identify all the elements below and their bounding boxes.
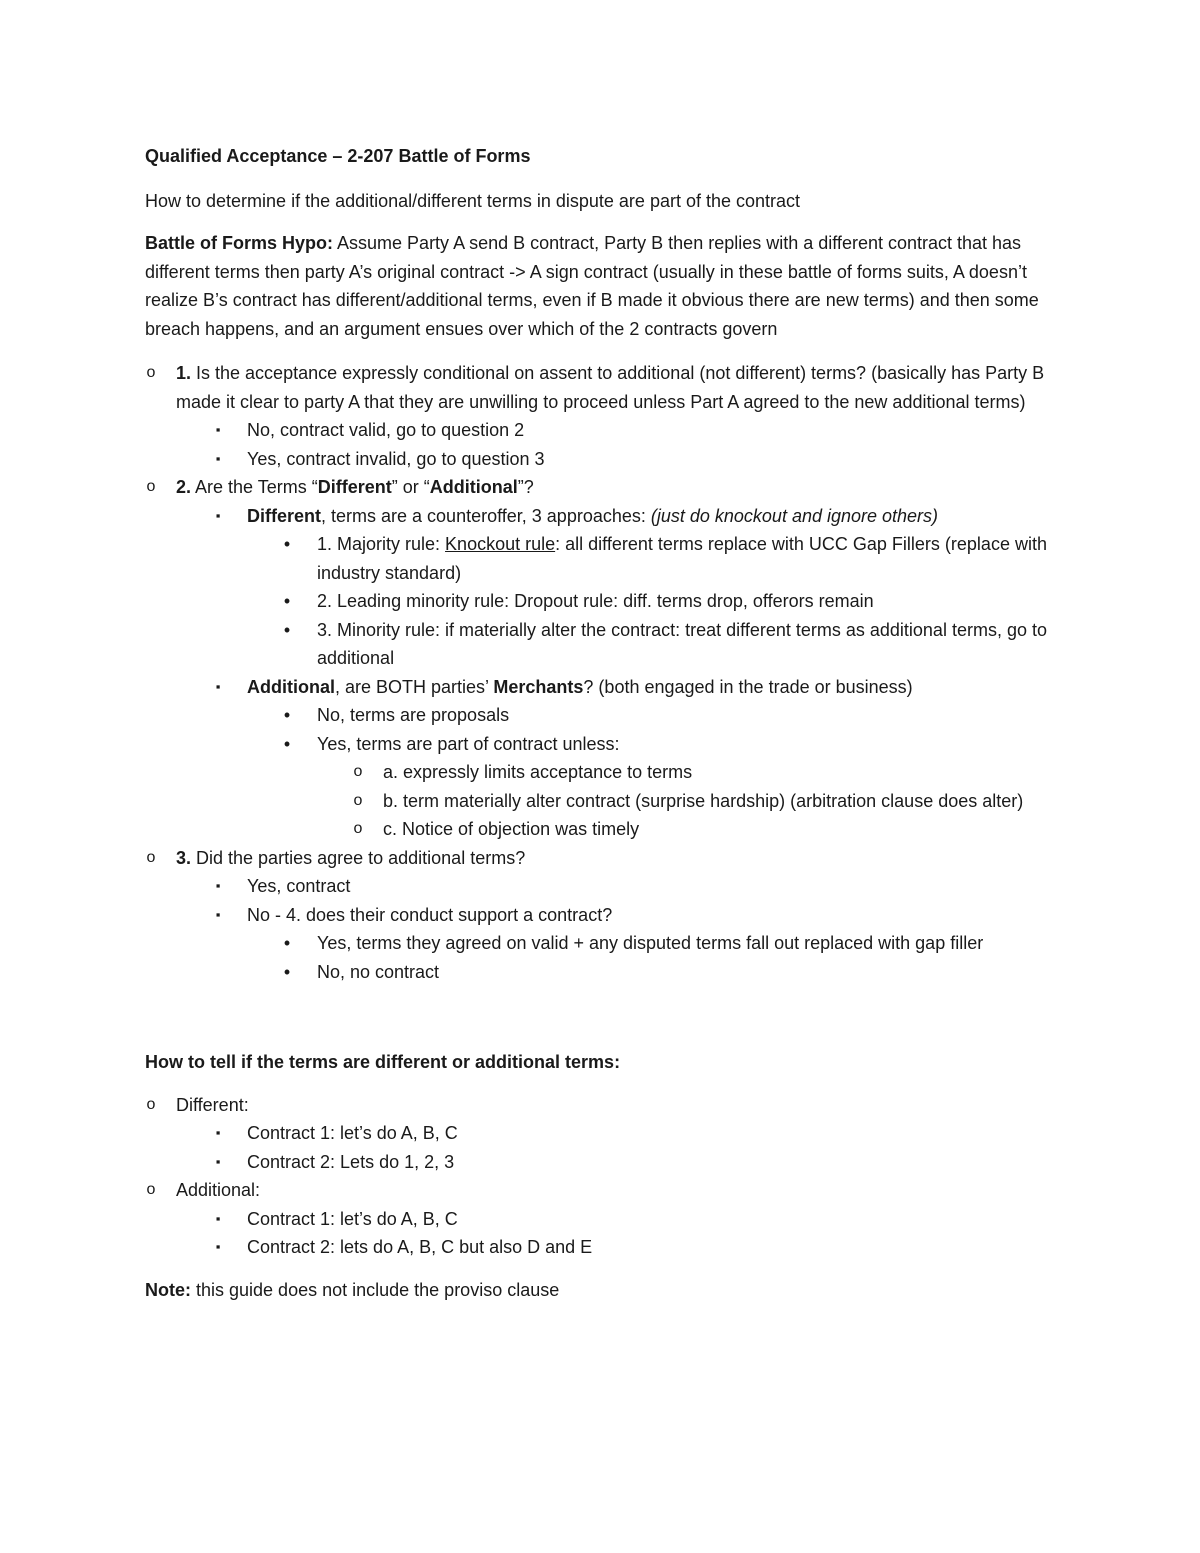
q3-yes-item: [145, 872, 1070, 901]
circle-bullet-icon: o: [353, 820, 363, 837]
dot-bullet-icon: •: [283, 933, 291, 953]
rule1-text-a: 1. Majority rule:: [317, 534, 446, 554]
q1-no-item: [145, 416, 1070, 445]
additional-contract-2: [145, 1233, 1070, 1262]
q2-additional-item: [145, 673, 1070, 702]
merchants-word: Merchants: [493, 676, 584, 697]
different-contract-2-text: Contract 2: Lets do 1, 2, 3: [247, 1151, 455, 1172]
knockout-rule-text: Knockout rule: [445, 534, 556, 554]
q2-different-word: Different: [317, 477, 392, 497]
additional-text-b: ? (both engaged in the trade or business): [583, 676, 913, 697]
q1-yes-text: Yes, contract invalid, go to question 3: [247, 448, 545, 469]
rule1-text-b: : all different terms replace with UCC Gap Fillers (replace with industry standard): [317, 534, 1047, 583]
minority-rule-item: [145, 616, 1070, 673]
different-text: , terms are a counteroffer, 3 approaches:: [321, 505, 651, 526]
additional-contract-1-text: Contract 1: let’s do A, B, C: [247, 1208, 458, 1229]
additional-example: [145, 1176, 1070, 1205]
square-bullet-icon: ▪: [215, 678, 221, 694]
circle-bullet-icon: o: [146, 478, 156, 495]
circle-bullet-icon: o: [353, 763, 363, 780]
square-bullet-icon: ▪: [215, 906, 221, 922]
different-italic-note: (just do knockout and ignore others): [650, 505, 939, 526]
square-bullet-icon: ▪: [215, 450, 221, 466]
circle-bullet-icon: o: [353, 791, 363, 809]
document-subtitle: How to determine if the additional/different terms in dispute are part of the contract: [145, 190, 801, 211]
dot-bullet-icon: •: [283, 534, 291, 554]
examples-list: [145, 1091, 1070, 1262]
leading-minority-rule-item: [145, 587, 1070, 616]
question-3: [145, 844, 1070, 873]
square-bullet-icon: ▪: [215, 1153, 221, 1169]
note-paragraph: [145, 1276, 1070, 1305]
square-bullet-icon: ▪: [215, 507, 221, 523]
merchants-no-text: No, terms are proposals: [317, 705, 510, 725]
additional-text-a: , are BOTH parties’: [335, 676, 494, 697]
different-example: [145, 1091, 1070, 1120]
additional-contract-2-text: Contract 2: lets do A, B, C but also D and E: [247, 1237, 593, 1257]
exception-c-item: [145, 815, 1070, 844]
q3-yes-text: Yes, contract: [247, 876, 351, 896]
hypo-paragraph: [145, 229, 1070, 343]
document-page: [145, 142, 1070, 1304]
circle-bullet-icon: o: [146, 1181, 156, 1198]
conduct-yes-text: Yes, terms they agreed on valid + any disputed terms fall out replaced with gap filler: [317, 933, 984, 953]
different-contract-1: [145, 1119, 1070, 1148]
majority-rule-item: [145, 530, 1070, 587]
square-bullet-icon: ▪: [215, 878, 221, 893]
q2-different-item: [145, 502, 1070, 531]
hypo-text: Assume Party A send B contract, Party B then replies with a different contract that has different terms then party A’s original contract -> A sign contract (usually in these battle of forms suits, A doesn’t realize B’s contract has different/additional terms, even if B made it obvious there are new terms) and then some breach happens, and an argument ensues over which of the 2 contracts govern: [145, 233, 1039, 339]
note-text: this guide does not include the proviso clause: [191, 1279, 560, 1300]
exception-b-item: [145, 787, 1070, 816]
merchants-no-item: [145, 701, 1070, 730]
rule3-text: 3. Minority rule: if materially alter the contract: treat different terms as additional terms, go to additional: [317, 619, 1047, 668]
dot-bullet-icon: •: [283, 733, 291, 754]
note-label: Note:: [145, 1279, 191, 1300]
additional-label: Additional: [247, 676, 335, 697]
different-example-label: Different:: [176, 1094, 249, 1115]
q1-text: Is the acceptance expressly conditional on assent to additional (not different) terms? (basically has Party B made it clear to party A that they are unwilling to proceed unless Part A agreed to the new additional terms): [176, 363, 1045, 412]
section-spacer: [145, 986, 1070, 1048]
section2-title: How to tell if the terms are different or additional terms:: [145, 1052, 621, 1072]
dot-bullet-icon: •: [283, 705, 291, 725]
q3-number: 3.: [176, 847, 192, 868]
rule2-text: 2. Leading minority rule: Dropout rule: diff. terms drop, offerors remain: [317, 591, 874, 611]
merchants-yes-text: Yes, terms are part of contract unless:: [317, 733, 620, 754]
q3-text: Did the parties agree to additional terms?: [191, 847, 526, 868]
exception-c-text: c. Notice of objection was timely: [383, 819, 640, 839]
q2-text-c: ”?: [517, 477, 534, 497]
exception-a-item: [145, 758, 1070, 787]
different-contract-2: [145, 1148, 1070, 1177]
dot-bullet-icon: •: [283, 591, 291, 611]
question-list: [145, 359, 1070, 986]
q1-number: 1.: [176, 363, 192, 383]
q1-no-text: No, contract valid, go to question 2: [247, 420, 525, 440]
question-1: [145, 359, 1070, 416]
dot-bullet-icon: •: [283, 619, 291, 640]
document-title: Qualified Acceptance – 2-207 Battle of Forms: [145, 146, 531, 166]
conduct-no-text: No, no contract: [317, 961, 440, 982]
square-bullet-icon: ▪: [215, 422, 221, 437]
square-bullet-icon: ▪: [215, 1125, 221, 1140]
square-bullet-icon: ▪: [215, 1210, 221, 1226]
q3-no-item: [145, 901, 1070, 930]
additional-example-label: Additional:: [176, 1180, 261, 1200]
q3-no-text: No - 4. does their conduct support a contract?: [247, 904, 613, 925]
exception-a-text: a. expressly limits acceptance to terms: [383, 762, 693, 782]
circle-bullet-icon: o: [146, 848, 156, 866]
dot-bullet-icon: •: [283, 961, 291, 982]
q2-additional-word: Additional: [429, 477, 518, 497]
circle-bullet-icon: o: [146, 364, 156, 381]
merchants-yes-item: [145, 730, 1070, 759]
square-bullet-icon: ▪: [215, 1239, 221, 1254]
circle-bullet-icon: o: [146, 1095, 156, 1113]
additional-contract-1: [145, 1205, 1070, 1234]
q2-number: 2.: [176, 477, 192, 497]
conduct-yes-item: [145, 929, 1070, 958]
different-label: Different: [247, 505, 322, 526]
q1-yes-item: [145, 445, 1070, 474]
hypo-label: Battle of Forms Hypo:: [145, 233, 334, 253]
exception-b-text: b. term materially alter contract (surprise hardship) (arbitration clause does alter): [383, 790, 1024, 811]
q2-text-a: Are the Terms “: [191, 477, 318, 497]
question-2: [145, 473, 1070, 502]
conduct-no-item: [145, 958, 1070, 987]
q2-text-b: ” or “: [391, 477, 430, 497]
different-contract-1-text: Contract 1: let’s do A, B, C: [247, 1123, 458, 1143]
